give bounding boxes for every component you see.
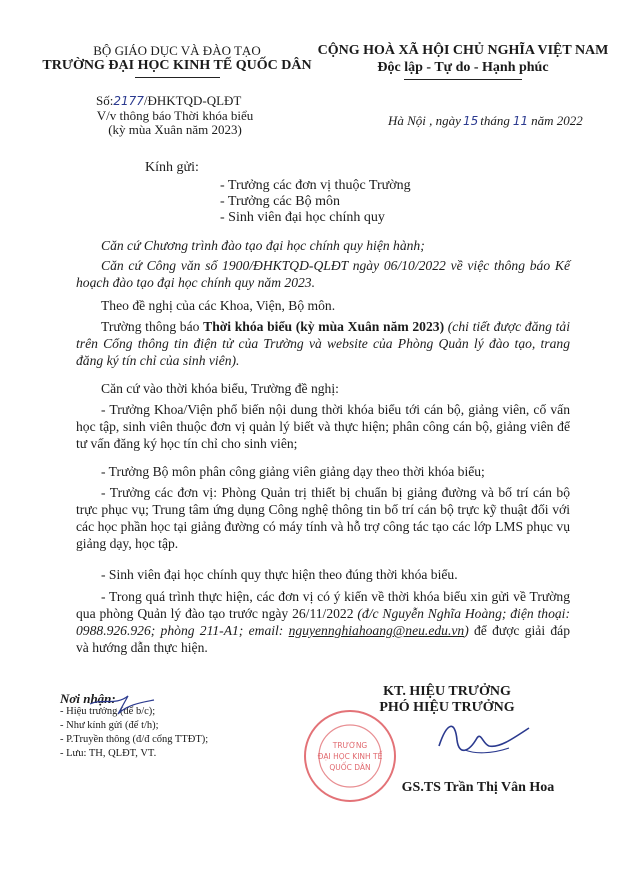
recipient-item: - Trưởng các đơn vị thuộc Trường [220, 178, 411, 193]
signature-title: KT. HIỆU TRƯỞNG [383, 684, 511, 699]
seal-text-2: ĐẠI HỌC KINH TẾ [317, 752, 383, 761]
request-item-units: - Trưởng các đơn vị: Phòng Quản trị thiết bị chuẩn bị giảng đường và bố trí cán bộ trực phục vụ; Trung tâm ứng dụng Công nghệ thông tin bố trí cán bộ trực kỹ thuật đối với các học phần học tại giảng đường có máy tính và hỗ trợ công tác tạo các lớp LMS phục vụ giảng dạy, học tập. [76, 485, 570, 551]
document-number: Số:2177/ĐHKTQD-QLĐT [96, 93, 242, 108]
university-name: TRƯỜNG ĐẠI HỌC KINH TẾ QUỐC DÂN [42, 58, 312, 73]
handwritten-number: 2177 [113, 94, 144, 108]
basis-paragraph-1: Căn cứ Chương trình đào tạo đại học chính quy hiện hành; [101, 238, 425, 253]
feedback-paragraph: - Trong quá trình thực hiện, các đơn vị có ý kiến về thời khóa biểu xin gửi về Trường qua phòng Quản lý đào tạo trước ngày 26/11/2022 (đ/c Nguyễn Nghĩa Hoàng; điện thoại: 0988.926.926; phòng 211-A1; email: nguyennghiahoang@neu.edu.vn) để được giải đáp và hướng dẫn thực hiện. [76, 589, 570, 655]
seal-text-1: TRƯỜNG [332, 741, 368, 750]
recipients-footer-title: Nơi nhận: [60, 691, 116, 706]
request-intro: Căn cứ vào thời khóa biểu, Trường đề nghị: [101, 381, 339, 396]
handwritten-day: 15 [462, 114, 479, 128]
contact-email-link[interactable]: nguyennghiahoang@neu.edu.vn [288, 623, 465, 638]
request-item-students: - Sinh viên đại học chính quy thực hiện theo đúng thời khóa biểu. [101, 567, 458, 582]
signature-subtitle: PHÓ HIỆU TRƯỞNG [379, 700, 515, 715]
footer-recipient-item: - P.Truyền thông (đ/đ cổng TTĐT); [60, 734, 209, 745]
seal-text-3: QUỐC DÂN [329, 763, 371, 772]
recipient-item: - Sinh viên đại học chính quy [220, 210, 385, 225]
subject-line-2: (kỳ mùa Xuân năm 2023) [108, 122, 242, 137]
header-left-rule [135, 77, 220, 78]
issue-date: Hà Nội , ngày 15 tháng 11 năm 2022 [388, 113, 583, 128]
handwritten-signature-icon [425, 712, 535, 764]
subject-line-1: V/v thông báo Thời khóa biểu [96, 108, 254, 123]
footer-recipient-item: - Như kính gửi (để t/h); [60, 720, 159, 731]
signatory-name: GS.TS Trần Thị Vân Hoa [401, 780, 555, 795]
ministry-name: BỘ GIÁO DỤC VÀ ĐÀO TẠO [93, 43, 261, 58]
request-item-department: - Trưởng Bộ môn phân công giảng viên giảng dạy theo thời khóa biểu; [101, 464, 485, 479]
handwritten-month: 11 [512, 114, 529, 128]
greeting: Kính gửi: [145, 160, 199, 175]
national-motto: Độc lập - Tự do - Hạnh phúc [377, 60, 549, 75]
footer-recipient-item: - Hiệu trưởng (để b/c); [60, 706, 156, 717]
recipient-item: - Trưởng các Bộ môn [220, 194, 340, 209]
footer-recipient-item: - Lưu: TH, QLĐT, VT. [60, 748, 157, 759]
header-right-rule [404, 79, 522, 80]
nation-name: CỘNG HOÀ XÃ HỘI CHỦ NGHĨA VIỆT NAM [317, 43, 609, 58]
announcement-paragraph: Trường thông báo Thời khóa biểu (kỳ mùa Xuân năm 2023) (chi tiết được đăng tải trên Cổng thông tin điện tử của Trường và website của Phòng Quản lý đào tạo, trang đăng ký tín chỉ của sinh viên). [76, 319, 571, 368]
initial-scribble-icon [88, 690, 158, 716]
request-item-faculty: - Trưởng Khoa/Viện phổ biến nội dung thời khóa biểu tới cán bộ, giảng viên, cố vấn học tập, sinh viên thuộc đơn vị quản lý biết và thực hiện; phân công cán bộ, giảng viên để tư vấn đăng ký học tín chỉ cho sinh viên; [76, 402, 570, 451]
basis-paragraph-2: Căn cứ Công văn số 1900/ĐHKTQD-QLĐT ngày 06/10/2022 về việc thông báo Kế hoạch đào tạo đại học chính quy năm 2023. [76, 258, 570, 290]
proposal-paragraph: Theo đề nghị của các Khoa, Viện, Bộ môn. [101, 298, 336, 313]
